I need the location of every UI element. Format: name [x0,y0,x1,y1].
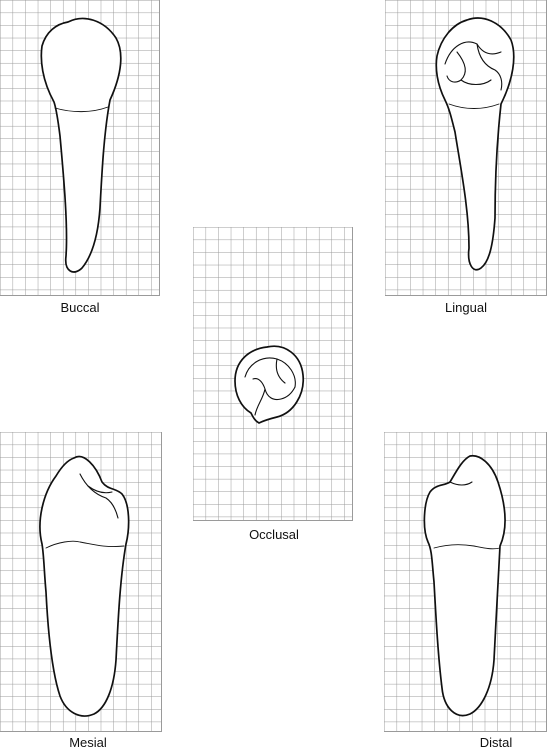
view-label-mesial: Mesial [69,735,107,750]
tooth-outline-lingual [385,0,547,296]
view-label-distal: Distal [479,735,513,750]
view-label-lingual: Lingual [445,300,487,315]
view-label-buccal: Buccal [60,300,100,315]
tooth-outline-buccal [0,0,160,296]
tooth-outline-mesial [0,432,162,732]
view-label-occlusal: Occlusal [249,527,299,542]
tooth-outline-occlusal [193,227,353,521]
tooth-outline-distal [384,432,547,732]
